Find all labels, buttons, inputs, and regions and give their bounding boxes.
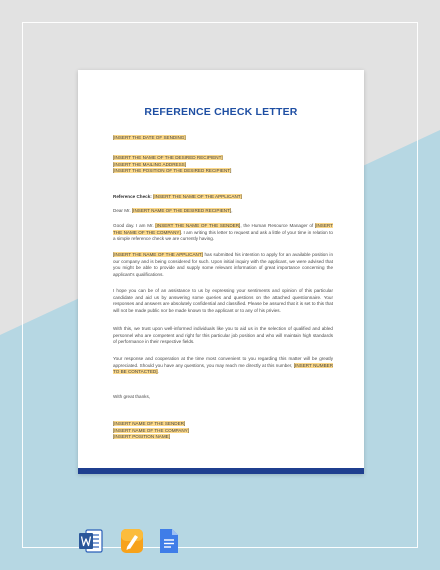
- word-icon[interactable]: [78, 528, 104, 554]
- applicant-name: [INSERT THE NAME OF THE APPLICANT]: [113, 252, 203, 257]
- paragraph-4: With this, we trust upon well-informed individuals like you to aid us in the selection of qualified and abled personnel who are competent and right for this particular job position and who will maintain high standards of performance in their respective fields.: [113, 326, 333, 345]
- document-page: [78, 70, 364, 474]
- reference-check-label: Reference Check:: [113, 194, 152, 199]
- reference-check-line: [113, 194, 333, 201]
- recipient-name: [INSERT THE NAME OF THE DESIRED RECIPIENT]: [113, 155, 223, 160]
- paragraph-3: I hope you can be of an assistance to us by expressing your sentiments and opinion of this particular candidate and aid us by answering some queries and questions on the attached questionnaire. Your responses and answers are absolutely confidential and classified. Please be assured that it is set to this that will not be made public nor be made known to the applicant or to any of his privies.: [113, 288, 333, 313]
- date-block: [113, 135, 333, 142]
- paragraph-5: Your response and cooperation at the time most convenient to you regarding this matter will be greatly appreciated. Should you have any questions, you may reach me directly at this number, [INSERT NUMBER TO BE CONTACTED].: [113, 356, 334, 375]
- signature-sender: [INSERT NAME OF THE SENDER]: [113, 421, 186, 426]
- sender-name: [INSERT THE NAME OF THE SENDER]: [155, 223, 241, 228]
- paragraph-1: Good day. I am Mr. [INSERT THE NAME OF THE SENDER], the Human Resource Manager of [INSERT THE NAME OF THE COMPANY]. I am writing this letter to request and ask a little of your time in relation to a simple reference check we are currently having.: [113, 223, 333, 242]
- recipient-block: [113, 155, 333, 175]
- closing: With great thanks,: [113, 394, 151, 399]
- pages-icon[interactable]: [120, 528, 144, 554]
- company-name: [INSERT THE NAME OF THE COMPANY]: [113, 223, 333, 235]
- recipient-address: [INSERT THE MAILING ADDRESS]: [113, 161, 187, 167]
- salutation-prefix: Dear Mr.: [113, 208, 131, 213]
- salutation: Dear Mr. [INSERT NAME OF THE DESIRED RECIPIENT],: [113, 208, 233, 213]
- signature-block: [113, 421, 333, 441]
- contact-number: [INSERT NUMBER TO BE CONTACTED]: [113, 362, 334, 375]
- document-title: REFERENCE CHECK LETTER: [144, 106, 298, 118]
- recipient-position: [INSERT THE POSITION OF THE DESIRED RECIPIENT]: [113, 168, 232, 174]
- reference-check-value: [INSERT THE NAME OF THE APPLICANT]: [153, 194, 242, 199]
- paragraph-2: [INSERT THE NAME OF THE APPLICANT] has submitted his intention to apply for an available position in our company and is being considered for such. Upon initial inquiry with the applicant, we were advised that you might be able to provide and supply some relevant information of great importance concerning the applicant's qualifications.: [113, 252, 334, 277]
- page-bottom-bar: [78, 468, 364, 474]
- google-docs-icon[interactable]: [159, 528, 179, 554]
- date-placeholder: [INSERT THE DATE OF SENDING]: [113, 135, 186, 140]
- salutation-name: [INSERT NAME OF THE DESIRED RECIPIENT]: [131, 208, 232, 213]
- signature-position: [INSERT POSITION NAME]: [113, 434, 171, 440]
- signature-company: [INSERT NAME OF THE COMPANY]: [113, 427, 189, 433]
